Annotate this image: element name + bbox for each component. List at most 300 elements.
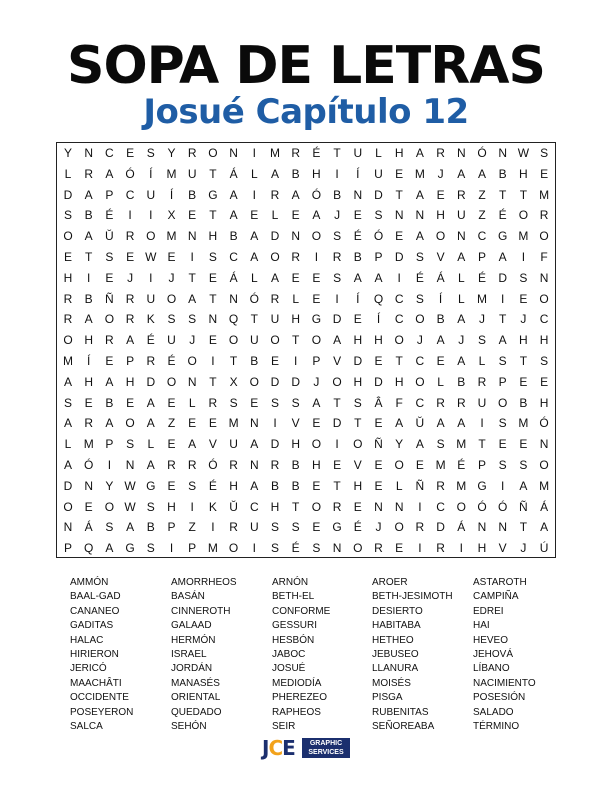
grid-letter: Q bbox=[228, 312, 239, 327]
grid-letter: U bbox=[167, 333, 176, 348]
grid-letter: I bbox=[169, 541, 174, 556]
word-list-item: RAPHEOS bbox=[272, 706, 321, 718]
grid-letter: O bbox=[104, 499, 115, 514]
grid-letter: P bbox=[63, 541, 72, 556]
grid-letter: Í bbox=[438, 291, 443, 306]
grid-letter: O bbox=[187, 354, 197, 368]
grid-letter: I bbox=[335, 291, 339, 306]
word-list-item: AMMÓN bbox=[70, 577, 109, 588]
grid-letter: L bbox=[188, 395, 196, 410]
grid-letter: A bbox=[333, 333, 342, 348]
grid-letter: S bbox=[146, 541, 155, 556]
letter-grid bbox=[56, 142, 556, 558]
grid-letter: T bbox=[519, 354, 528, 368]
grid-letter: G bbox=[146, 478, 156, 493]
grid-letter: A bbox=[250, 437, 259, 452]
grid-letter: N bbox=[498, 520, 508, 535]
grid-letter: T bbox=[209, 374, 217, 389]
grid-letter: Ó bbox=[208, 458, 218, 472]
grid-letter: U bbox=[146, 291, 156, 306]
grid-letter: N bbox=[84, 146, 94, 160]
grid-letter: Á bbox=[457, 520, 466, 535]
grid-letter: S bbox=[519, 270, 528, 285]
grid-letter: S bbox=[415, 291, 424, 306]
grid-letter: R bbox=[208, 395, 218, 410]
word-list-item: LÍBANO bbox=[473, 663, 510, 675]
grid-letter: H bbox=[539, 333, 549, 348]
grid-letter: Ó bbox=[539, 416, 549, 431]
word-list-item: MANASÉS bbox=[171, 677, 220, 689]
grid-letter: X bbox=[229, 374, 238, 389]
grid-letter: R bbox=[187, 458, 197, 472]
grid-letter: S bbox=[415, 250, 424, 264]
grid-letter: S bbox=[146, 146, 155, 160]
grid-letter: I bbox=[501, 291, 505, 306]
grid-letter: Z bbox=[478, 208, 486, 223]
word-list-item: HETHEO bbox=[372, 634, 414, 646]
grid-letter: M bbox=[207, 541, 218, 556]
grid-letter: N bbox=[187, 374, 197, 389]
grid-letter: T bbox=[519, 520, 528, 535]
word-list-item: OCCIDENTE bbox=[70, 692, 129, 704]
grid-letter: J bbox=[520, 541, 527, 556]
grid-letter: R bbox=[63, 291, 73, 306]
grid-letter: H bbox=[84, 333, 94, 348]
grid-letter: É bbox=[312, 146, 321, 160]
grid-letter: I bbox=[459, 541, 463, 556]
word-list-item: GALAAD bbox=[171, 620, 212, 632]
grid-letter: E bbox=[84, 499, 93, 514]
grid-letter: B bbox=[270, 478, 279, 493]
grid-letter: J bbox=[520, 312, 527, 327]
grid-letter: M bbox=[414, 166, 425, 181]
grid-letter: T bbox=[499, 312, 507, 327]
grid-letter: É bbox=[291, 541, 300, 556]
word-list-item: AROER bbox=[372, 577, 408, 588]
grid-letter: S bbox=[63, 395, 72, 410]
grid-letter: M bbox=[539, 478, 550, 493]
grid-letter: E bbox=[167, 437, 176, 452]
grid-letter: N bbox=[353, 187, 363, 202]
grid-letter: Ó bbox=[477, 499, 487, 514]
grid-letter: A bbox=[374, 270, 383, 285]
grid-letter: A bbox=[436, 333, 445, 348]
grid-letter: A bbox=[105, 416, 114, 431]
puzzle-subtitle: Josué Capítulo 12 bbox=[143, 92, 469, 132]
grid-letter: M bbox=[539, 187, 550, 202]
grid-letter: O bbox=[539, 458, 549, 472]
grid-letter: G bbox=[332, 520, 342, 535]
grid-letter: M bbox=[456, 478, 467, 493]
grid-letter: H bbox=[84, 374, 94, 389]
grid-letter: R bbox=[456, 395, 466, 410]
grid-letter: I bbox=[252, 541, 256, 556]
grid-letter: U bbox=[477, 395, 487, 410]
grid-letter: H bbox=[291, 437, 301, 452]
grid-letter: D bbox=[353, 354, 363, 368]
grid-letter: R bbox=[125, 312, 135, 327]
logo-mark: JCE bbox=[262, 736, 295, 760]
grid-letter: A bbox=[146, 458, 155, 472]
grid-letter: I bbox=[335, 437, 339, 452]
word-list-item: SEÑOREABA bbox=[372, 721, 435, 732]
grid-letter: T bbox=[333, 146, 341, 160]
grid-letter: E bbox=[540, 166, 549, 181]
grid-letter: A bbox=[146, 416, 155, 431]
grid-letter: Y bbox=[167, 146, 176, 160]
grid-letter: B bbox=[291, 166, 300, 181]
grid-letter: E bbox=[312, 478, 321, 493]
grid-letter: R bbox=[477, 374, 487, 389]
grid-letter: N bbox=[332, 541, 342, 556]
grid-letter: V bbox=[333, 354, 342, 368]
grid-letter: H bbox=[312, 166, 321, 181]
grid-letter: J bbox=[458, 333, 465, 348]
grid-letter: I bbox=[190, 250, 194, 264]
grid-letter: D bbox=[394, 250, 404, 264]
grid-letter: A bbox=[477, 166, 486, 181]
grid-letter: A bbox=[126, 333, 135, 348]
grid-letter: B bbox=[291, 458, 300, 472]
grid-letter: H bbox=[353, 374, 363, 389]
grid-letter: Í bbox=[87, 354, 91, 368]
grid-letter: I bbox=[294, 354, 298, 368]
grid-letter: E bbox=[374, 478, 383, 493]
word-list-item: BASÁN bbox=[171, 591, 205, 603]
grid-letter: X bbox=[167, 208, 176, 223]
grid-letter: O bbox=[166, 291, 177, 306]
grid-letter: P bbox=[374, 250, 383, 264]
grid-letter: O bbox=[104, 312, 115, 327]
grid-letter: R bbox=[436, 478, 445, 493]
grid-letter: Ó bbox=[373, 229, 384, 244]
word-list-item: NACIMIENTO bbox=[473, 677, 536, 689]
grid-letter: E bbox=[126, 146, 135, 160]
grid-letter: N bbox=[84, 478, 94, 493]
grid-letter: S bbox=[498, 458, 507, 472]
grid-letter: N bbox=[498, 146, 508, 160]
grid-letter: U bbox=[187, 166, 197, 181]
grid-letter: I bbox=[149, 208, 153, 223]
grid-letter: T bbox=[395, 187, 403, 202]
word-list bbox=[70, 576, 570, 736]
grid-letter: C bbox=[415, 354, 425, 368]
grid-letter: A bbox=[312, 208, 321, 223]
grid-letter: A bbox=[250, 478, 259, 493]
grid-letter: O bbox=[394, 333, 404, 348]
word-list-item: HABITABA bbox=[372, 620, 421, 632]
grid-letter: K bbox=[208, 499, 217, 514]
word-list-item: JORDÁN bbox=[171, 663, 213, 675]
grid-letter: É bbox=[477, 270, 486, 285]
grid-letter: T bbox=[188, 270, 196, 285]
grid-letter: É bbox=[353, 520, 362, 535]
grid-letter: U bbox=[374, 166, 383, 181]
grid-letter: U bbox=[249, 520, 259, 535]
grid-letter: A bbox=[353, 270, 362, 285]
grid-letter: É bbox=[167, 354, 176, 368]
grid-letter: N bbox=[415, 208, 425, 223]
grid-letter: N bbox=[477, 520, 487, 535]
grid-letter: E bbox=[291, 208, 300, 223]
grid-letter: A bbox=[291, 187, 300, 202]
grid-letter: E bbox=[519, 291, 528, 306]
grid-letter: R bbox=[270, 458, 280, 472]
grid-letter: V bbox=[353, 458, 362, 472]
grid-letter: E bbox=[208, 333, 217, 348]
puzzle-title: SOPA DE LETRAS bbox=[67, 36, 545, 96]
grid-letter: O bbox=[518, 208, 529, 223]
grid-letter: E bbox=[353, 312, 362, 327]
grid-letter: A bbox=[415, 187, 424, 202]
grid-letter: E bbox=[540, 374, 549, 389]
grid-letter: C bbox=[539, 312, 549, 327]
grid-letter: I bbox=[149, 270, 153, 285]
grid-letter: R bbox=[456, 187, 466, 202]
grid-letter: H bbox=[125, 374, 135, 389]
grid-letter: O bbox=[270, 333, 280, 348]
grid-letter: D bbox=[270, 229, 280, 244]
grid-letter: O bbox=[311, 437, 322, 452]
grid-letter: T bbox=[250, 312, 258, 327]
grid-letter: N bbox=[456, 146, 466, 160]
grid-letter: A bbox=[270, 166, 279, 181]
grid-letter: O bbox=[435, 229, 446, 244]
grid-letter: A bbox=[457, 416, 466, 431]
grid-letter: A bbox=[395, 416, 404, 431]
grid-letter: H bbox=[208, 229, 218, 244]
grid-letter: D bbox=[270, 437, 280, 452]
grid-letter: I bbox=[397, 270, 401, 285]
grid-letter: Â bbox=[374, 395, 383, 410]
grid-letter: M bbox=[83, 437, 94, 452]
grid-letter: H bbox=[291, 312, 301, 327]
grid-letter: A bbox=[84, 229, 93, 244]
grid-letter: L bbox=[147, 437, 155, 452]
grid-letter: B bbox=[84, 291, 93, 306]
grid-letter: B bbox=[333, 187, 342, 202]
grid-letter: L bbox=[457, 270, 465, 285]
grid-letter: N bbox=[374, 499, 383, 514]
grid-letter: B bbox=[436, 312, 445, 327]
grid-letter: I bbox=[335, 166, 339, 181]
grid-letter: E bbox=[519, 374, 528, 389]
grid-letter: N bbox=[63, 520, 73, 535]
grid-letter: I bbox=[273, 416, 277, 431]
grid-letter: A bbox=[519, 478, 528, 493]
grid-letter: M bbox=[518, 416, 529, 431]
grid-letter: Ó bbox=[84, 458, 94, 472]
grid-letter: M bbox=[228, 416, 239, 431]
grid-letter: L bbox=[375, 146, 382, 160]
grid-letter: É bbox=[498, 208, 507, 223]
grid-letter: O bbox=[249, 374, 259, 389]
grid-letter: U bbox=[229, 437, 238, 452]
word-list-item: CINNEROTH bbox=[171, 605, 231, 617]
grid-letter: A bbox=[457, 354, 466, 368]
grid-letter: V bbox=[498, 541, 507, 556]
grid-letter: B bbox=[291, 478, 300, 493]
grid-letter: Ñ bbox=[374, 437, 383, 452]
logo-line2: SERVICES bbox=[308, 749, 344, 756]
grid-letter: R bbox=[291, 146, 301, 160]
grid-letter: Ñ bbox=[519, 499, 528, 514]
grid-letter: R bbox=[415, 520, 425, 535]
grid-letter: O bbox=[415, 374, 425, 389]
grid-letter: V bbox=[208, 437, 217, 452]
grid-letter: E bbox=[312, 520, 321, 535]
grid-letter: E bbox=[333, 458, 342, 472]
grid-letter: N bbox=[229, 146, 238, 160]
grid-letter: C bbox=[436, 499, 445, 514]
grid-letter: B bbox=[146, 520, 155, 535]
logo-line1: GRAPHIC bbox=[309, 740, 343, 747]
grid-letter: V bbox=[436, 250, 445, 264]
grid-letter: S bbox=[291, 395, 300, 410]
grid-letter: D bbox=[270, 374, 280, 389]
grid-letter: S bbox=[540, 146, 549, 160]
grid-letter: O bbox=[332, 374, 342, 389]
grid-letter: I bbox=[190, 499, 194, 514]
word-list-item: ORIENTAL bbox=[171, 692, 221, 704]
grid-letter: C bbox=[125, 187, 135, 202]
grid-letter: A bbox=[84, 187, 93, 202]
grid-letter: E bbox=[374, 354, 383, 368]
word-list-item: BAAL-GAD bbox=[70, 591, 121, 603]
word-list-item: BETH-JESIMOTH bbox=[372, 591, 453, 603]
grid-letter: N bbox=[291, 229, 301, 244]
word-list-item: PISGA bbox=[372, 692, 403, 704]
word-list-item: CONFORME bbox=[272, 605, 331, 617]
grid-letter: E bbox=[395, 541, 404, 556]
grid-letter: U bbox=[353, 146, 363, 160]
grid-letter: H bbox=[477, 541, 487, 556]
grid-letter: M bbox=[435, 458, 446, 472]
grid-letter: O bbox=[228, 333, 239, 348]
grid-letter: E bbox=[208, 270, 217, 285]
grid-letter: S bbox=[353, 395, 362, 410]
grid-letter: O bbox=[228, 541, 239, 556]
grid-letter: L bbox=[395, 478, 403, 493]
grid-letter: H bbox=[539, 395, 549, 410]
grid-letter: O bbox=[394, 458, 404, 472]
grid-letter: I bbox=[87, 270, 91, 285]
grid-letter: F bbox=[540, 250, 548, 264]
grid-letter: G bbox=[125, 541, 135, 556]
grid-letter: E bbox=[312, 270, 321, 285]
grid-letter: E bbox=[436, 187, 445, 202]
grid-letter: E bbox=[312, 291, 321, 306]
grid-letter: L bbox=[292, 291, 300, 306]
grid-letter: U bbox=[146, 187, 156, 202]
grid-letter: E bbox=[374, 416, 383, 431]
word-list-item: LLANURA bbox=[372, 663, 419, 675]
grid-letter: H bbox=[229, 478, 238, 493]
grid-letter: A bbox=[126, 520, 135, 535]
grid-letter: I bbox=[418, 499, 422, 514]
grid-letter: I bbox=[211, 354, 215, 368]
grid-letter: T bbox=[292, 333, 300, 348]
grid-letter: R bbox=[270, 187, 280, 202]
grid-letter: H bbox=[167, 499, 176, 514]
grid-letter: T bbox=[478, 437, 486, 452]
grid-letter: E bbox=[395, 229, 404, 244]
grid-letter: M bbox=[166, 166, 177, 181]
grid-letter: H bbox=[436, 208, 445, 223]
grid-letter: P bbox=[477, 458, 486, 472]
grid-letter: T bbox=[395, 354, 403, 368]
grid-letter: S bbox=[208, 250, 217, 264]
grid-letter: N bbox=[394, 208, 404, 223]
word-list-item: POSEYERON bbox=[70, 706, 134, 718]
grid-letter: S bbox=[270, 395, 279, 410]
grid-letter: H bbox=[519, 166, 528, 181]
grid-letter: L bbox=[250, 270, 258, 285]
grid-letter: P bbox=[105, 187, 114, 202]
grid-letter: Í bbox=[356, 291, 360, 306]
grid-letter: C bbox=[477, 229, 487, 244]
grid-letter: T bbox=[229, 354, 238, 368]
grid-letter: D bbox=[436, 520, 445, 535]
grid-letter: G bbox=[498, 229, 508, 244]
grid-letter: O bbox=[311, 499, 322, 514]
grid-letter: M bbox=[518, 229, 529, 244]
grid-letter: É bbox=[457, 458, 466, 472]
grid-letter: N bbox=[208, 312, 218, 327]
grid-letter: B bbox=[188, 187, 197, 202]
grid-letter: N bbox=[456, 229, 466, 244]
word-list-item: HERMÓN bbox=[171, 634, 216, 646]
word-list-item: ASTAROTH bbox=[473, 577, 527, 588]
grid-letter: E bbox=[250, 395, 259, 410]
word-list-item: JERICÓ bbox=[70, 663, 107, 675]
grid-letter: P bbox=[105, 437, 114, 452]
grid-letter: A bbox=[188, 291, 197, 306]
word-list-item: QUEDADO bbox=[171, 706, 222, 718]
grid-letter: I bbox=[107, 458, 112, 472]
grid-letter: Á bbox=[436, 270, 445, 285]
grid-letter: A bbox=[63, 416, 72, 431]
grid-letter: C bbox=[394, 291, 404, 306]
grid-letter: E bbox=[126, 395, 135, 410]
word-list-item: TÉRMINO bbox=[473, 721, 520, 732]
grid-letter: N bbox=[539, 437, 549, 452]
grid-letter: R bbox=[374, 541, 383, 556]
grid-letter: R bbox=[84, 166, 94, 181]
grid-letter: Ó bbox=[311, 187, 322, 202]
grid-letter: A bbox=[250, 250, 259, 264]
grid-letter: R bbox=[105, 333, 114, 348]
grid-letter: D bbox=[332, 312, 342, 327]
grid-letter: B bbox=[229, 229, 238, 244]
grid-letter: A bbox=[457, 312, 466, 327]
word-list-item: MEDIODÍA bbox=[272, 677, 322, 689]
grid-letter: A bbox=[498, 333, 507, 348]
grid-letter: R bbox=[229, 520, 238, 535]
grid-letter: R bbox=[436, 395, 445, 410]
grid-letter: Á bbox=[540, 499, 549, 514]
grid-letter: O bbox=[415, 312, 425, 327]
grid-letter: Z bbox=[167, 416, 176, 431]
grid-letter: Y bbox=[105, 478, 114, 493]
grid-letter: H bbox=[63, 270, 73, 285]
grid-letter: O bbox=[353, 541, 363, 556]
grid-letter: B bbox=[105, 395, 114, 410]
grid-letter: A bbox=[84, 312, 93, 327]
grid-letter: I bbox=[252, 187, 256, 202]
word-list-item: SALADO bbox=[473, 706, 514, 718]
grid-letter: I bbox=[418, 541, 422, 556]
